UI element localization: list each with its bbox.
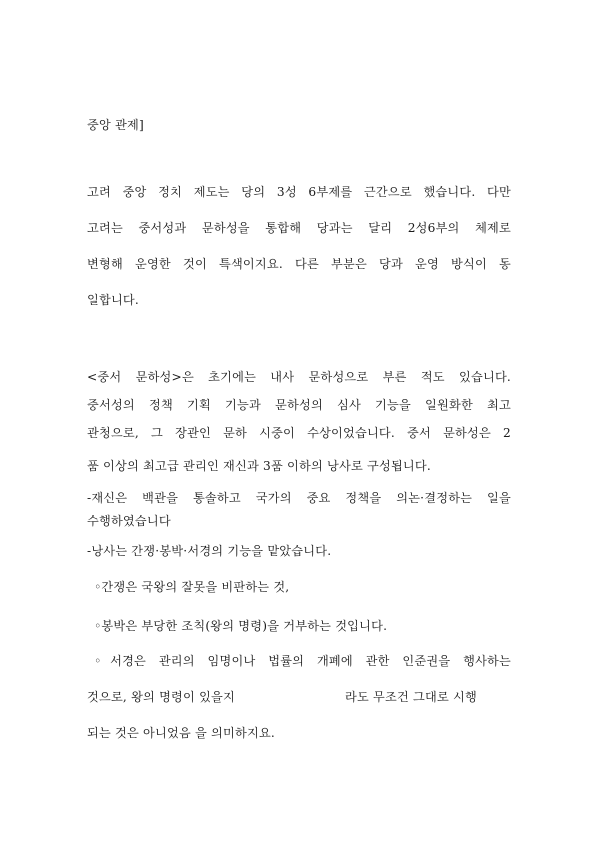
sub-item-ganjaeng: ◦간쟁은 국왕의 잘못을 비판하는 것, <box>94 580 290 594</box>
paragraph-1-line-2: 고려는 중서성과 문하성을 통합해 당과는 달리 2성6부의 체제로 <box>87 221 511 235</box>
list-item-nangsa: -낭사는 간쟁·봉박·서경의 기능을 맡았습니다. <box>87 544 332 558</box>
sub-item-bongbak: ◦봉박은 부당한 조칙(왕의 명령)을 거부하는 것입니다. <box>94 619 388 633</box>
tail-line-left: 것으로, 왕의 명령이 있을지 <box>87 690 236 704</box>
sub-item-seogyeong: ◦서경은 관리의 임명이나 법률의 개폐에 관한 인준권을 행사하는 <box>94 654 511 668</box>
paragraph-1-line-4: 일합니다. <box>87 293 139 307</box>
tail-line-right: 라도 무조건 그대로 시행 <box>345 690 477 704</box>
list-item-jaesin-cont: 수행하였습니다 <box>87 514 171 528</box>
tail-line-last: 되는 것은 아니었음 을 의미하지요. <box>87 726 275 740</box>
paragraph-2-line-1: <중서 문하성>은 초기에는 내사 문하성으로 부른 적도 있습니다. <box>87 370 511 384</box>
section-heading: 중앙 관제] <box>87 118 144 132</box>
paragraph-2-line-4: 품 이상의 최고급 관리인 재신과 3품 이하의 낭사로 구성됩니다. <box>87 459 431 473</box>
paragraph-1-line-3: 변형해 운영한 것이 특색이지요. 다른 부분은 당과 운영 방식이 동 <box>87 257 511 271</box>
paragraph-2-line-3: 관청으로, 그 장관인 문하 시중이 수상이었습니다. 중서 문하성은 2 <box>87 426 511 440</box>
paragraph-2-line-2: 중서성의 정책 기획 기능과 문하성의 심사 기능을 일원화한 최고 <box>87 398 511 412</box>
paragraph-1-line-1: 고려 중앙 정치 제도는 당의 3성 6부제를 근간으로 했습니다. 다만 <box>87 185 511 199</box>
list-item-jaesin: -재신은 백관을 통솔하고 국가의 중요 정책을 의논·결정하는 일을 <box>87 491 511 505</box>
